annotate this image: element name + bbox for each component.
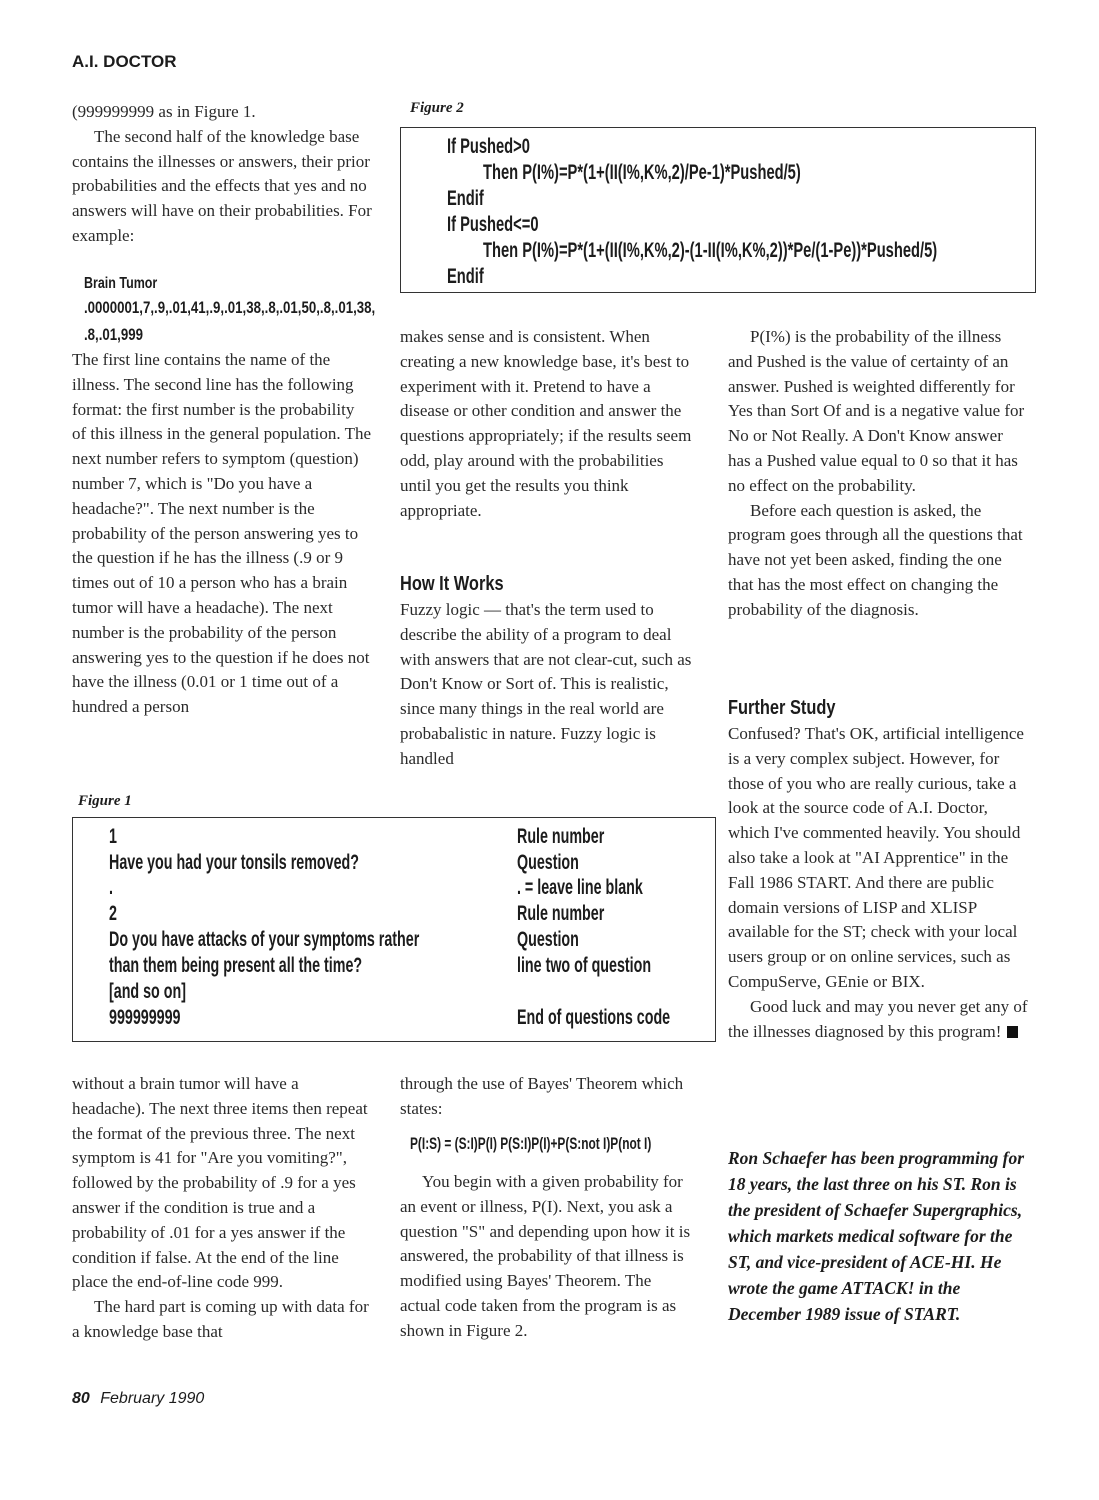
example-data-line: .0000001,7,.9,.01,41,.9,.01,38,.8,.01,50,.8,.01,38, xyxy=(84,298,376,317)
section-heading: Further Study xyxy=(728,697,836,719)
page-number: 80 xyxy=(72,1390,90,1407)
code-line: If Pushed>0 xyxy=(447,135,530,158)
figure-1-note: Question xyxy=(517,851,579,874)
figure-1-line: Do you have attacks of your symptoms rather xyxy=(109,928,420,951)
column-2-top-cont xyxy=(400,598,695,772)
paragraph: (999999999 as in Figure 1. xyxy=(72,102,256,121)
paragraph: through the use of Bayes' Theorem which states: xyxy=(400,1074,684,1118)
page-footer xyxy=(72,1390,204,1408)
paragraph: You begin with a given probability for an event or illness, P(I). Next, you ask a question "S" and depending upon how it is answered, the probability of that illness is modified using Bayes' Theorem. The actual code taken from the program is as shown in Figure 2. xyxy=(400,1172,691,1340)
figure-1-caption: Figure 1 xyxy=(78,793,132,809)
figure-1-line: 1 xyxy=(109,825,117,848)
figure-1-line: 999999999 xyxy=(109,1006,181,1029)
paragraph: The first line contains the name of the illness. The second line has the following format: the first number is the probability of this illness in the general population. The next number refers to symptom (question) number 7, which is "Do you have a headache?". The next number is the probability of the person answering yes to the question if he has the illness (.9 or 9 times out of 10 a person who has a brain tumor will have a headache). The next number is the probability of the person answering yes to the question if he does not have the illness (0.01 or 1 time out of a hundred a person xyxy=(72,350,372,717)
figure-1-line: Have you had your tonsils removed? xyxy=(109,851,359,874)
figure-1-note: line two of question xyxy=(517,954,652,977)
section-heading: How It Works xyxy=(400,573,504,595)
paragraph: The second half of the knowledge base contains the illnesses or answers, their prior probabilities and the effects that yes and no answers will have on their probabilities. For example: xyxy=(72,126,372,245)
column-3-top xyxy=(728,325,1028,623)
column-1-top xyxy=(72,100,372,249)
paragraph-text: Good luck and may you never get any of the illnesses diagnosed by this program! xyxy=(728,996,1028,1041)
figure-1-note: Rule number xyxy=(517,902,605,925)
code-line: Endif xyxy=(447,187,484,210)
paragraph: makes sense and is consistent. When creating a new knowledge base, it's best to experiment with it. Pretend to have a disease or other condition and answer the questions appropriately; if the results seem odd, play around with the probabilities until you get the results you think appropriate. xyxy=(400,327,692,520)
column-2-bottom xyxy=(400,1072,695,1122)
figure-1-note: . = leave line blank xyxy=(517,876,643,899)
figure-1-note: Rule number xyxy=(517,825,605,848)
paragraph: P(I%) is the probability of the illness and Pushed is the value of certainty of an answer. Pushed is weighted differently for Yes than Sort Of and is a negative value for No or Not Really. A Don't Know answer has a Pushed value equal to 0 so that it has no effect on the probability. xyxy=(728,327,1025,495)
column-1-bottom xyxy=(72,1072,372,1345)
figure-1-line: . xyxy=(109,876,113,899)
figure-2-caption: Figure 2 xyxy=(410,100,464,116)
figure-1-note: End of questions code xyxy=(517,1006,671,1029)
figure-1-note: Question xyxy=(517,928,579,951)
figure-1-box xyxy=(72,817,716,1042)
code-line: If Pushed<=0 xyxy=(447,213,539,236)
column-3-bottom xyxy=(728,722,1028,1044)
figure-1-line: 2 xyxy=(109,902,117,925)
paragraph: without a brain tumor will have a headache). The next three items then repeat the format of the previous three. The next symptom is 41 for "Are you vomiting?", followed by the probability of .9 for a yes answer if the condition is true and a probability of .01 for a yes answer if the condition if false. At the end of the line place the end-of-line code 999. xyxy=(72,1074,368,1292)
code-line: Endif xyxy=(447,265,484,288)
section-header: A.I. DOCTOR xyxy=(72,52,177,71)
paragraph xyxy=(728,995,1028,1045)
author-bio: Ron Schaefer has been programming for 18 years, the last three on his ST. Ron is the president of Schaefer Supergraphics, which markets medical software for the ST, and vice-president of ACE-HI. He wrote the game ATTACK! in the December 1989 issue of START. xyxy=(728,1148,1025,1324)
bayes-formula: P(I:S) = (S:I)P(I) P(S:I)P(I)+P(S:not I)P(not I) xyxy=(410,1134,652,1153)
paragraph: Fuzzy logic — that's the term used to describe the ability of a program to deal with answers that are not clear-cut, such as Don't Know or Sort of. This is realistic, since many things in the real world are probabalistic in nature. Fuzzy logic is handled xyxy=(400,600,692,768)
column-2-bottom-cont xyxy=(400,1170,695,1344)
figure-2-box xyxy=(400,127,1036,293)
paragraph: Before each question is asked, the program goes through all the questions that have not yet been asked, finding the one that has the most effect on changing the probability of the diagnosis. xyxy=(728,500,1023,619)
issue-date: February 1990 xyxy=(100,1390,205,1407)
column-1-top-cont xyxy=(72,348,372,720)
column-2-top xyxy=(400,325,695,523)
example-illness-name: Brain Tumor xyxy=(84,275,158,292)
end-mark-icon xyxy=(1007,1026,1018,1038)
paragraph: Confused? That's OK, artificial intelligence is a very complex subject. However, for those of you who are really curious, take a look at the source code of A.I. Doctor, which I've commented heavily. You should also take a look at "AI Apprentice" in the Fall 1986 START. And there are public domain versions of LISP and XLISP available for the ST; check with your local users group or on online services, such as CompuServe, GEnie or BIX. xyxy=(728,724,1024,991)
code-line: Then P(I%)=P*(1+(II(I%,K%,2)-(1-II(I%,K%,2))*Pe/(1-Pe))*Pushed/5) xyxy=(483,239,938,262)
figure-1-line: [and so on] xyxy=(109,980,186,1003)
example-data-line: .8,.01,999 xyxy=(84,325,143,344)
figure-1-line: than them being present all the time? xyxy=(109,954,363,977)
code-line: Then P(I%)=P*(1+(II(I%,K%,2)/Pe-1)*Pushed/5) xyxy=(483,161,801,184)
paragraph: The hard part is coming up with data for a knowledge base that xyxy=(72,1297,369,1341)
